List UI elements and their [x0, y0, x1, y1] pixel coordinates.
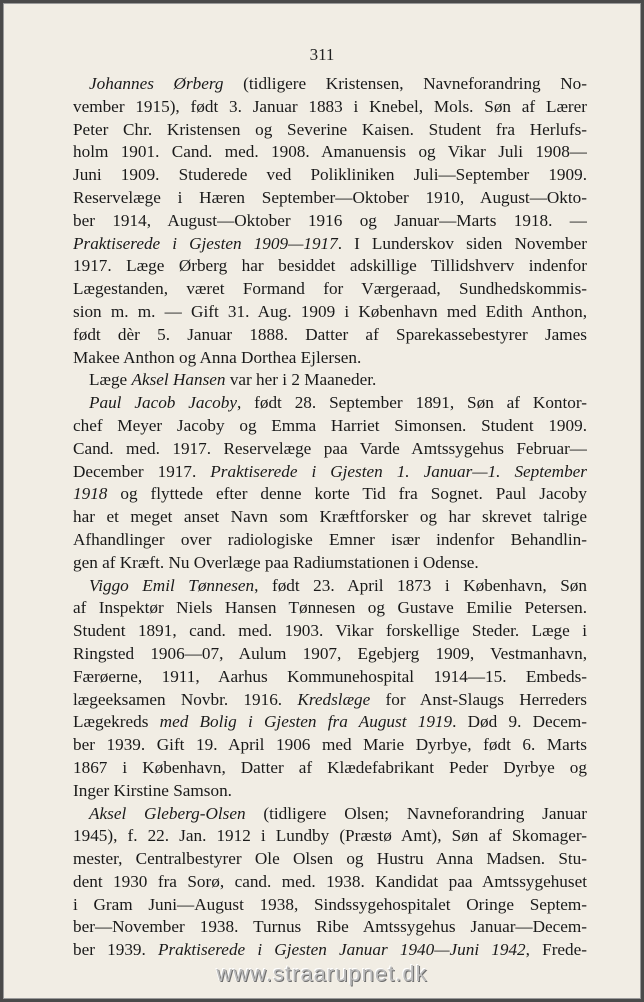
text-line [73, 369, 587, 392]
text-run: holm 1901. Cand. med. 1908. Amanuensis og Vikar Juli 1908— [73, 142, 587, 162]
text-line [73, 803, 587, 826]
text-line [73, 506, 587, 529]
text-line [73, 96, 587, 119]
text-run: ber—November 1938. Turnus Ribe Amtssygehus Januar—Decem- [73, 917, 587, 937]
text-line [73, 597, 587, 620]
text-line [73, 164, 587, 187]
italic-text: Aksel Hansen [131, 370, 226, 390]
text-line [73, 392, 587, 415]
text-run: for Anst-Slaugs Herreders [370, 689, 587, 709]
text-run: Reservelæge i Hæren September—Oktober 1910, August—Okto- [73, 187, 587, 207]
text-run: født dèr 5. Januar 1888. Datter af Sparekassebestyrer James [73, 324, 587, 344]
text-run: Læge [89, 370, 132, 390]
italic-text: Paul Jacob Jacoby [89, 393, 237, 413]
text-line [73, 757, 587, 780]
italic-text: Praktiserede i Gjesten 1909—1917 [73, 233, 338, 253]
page-number: 311 [309, 45, 335, 64]
text-run: 1917. Læge Ørberg har besiddet adskillige Tillidshverv indenfor [73, 256, 587, 276]
text-line [73, 187, 587, 210]
text-line [73, 415, 587, 438]
text-run: , Frede- [525, 940, 587, 960]
italic-text: Praktiserede i Gjesten Januar 1940—Juni 1942 [157, 940, 526, 960]
text-run: ber 1939. Gift 19. April 1906 med Marie Dyrbye, født 6. Marts [73, 735, 587, 755]
text-run: mester, Centralbestyrer Ole Olsen og Hustru Anna Madsen. Stu- [73, 849, 587, 869]
text-line [73, 438, 587, 461]
text-run: Afhandlinger over radiologiske Emner især indenfor Behandlin- [73, 529, 587, 549]
text-run: 1945), f. 22. Jan. 1912 i Lundby (Præstø Amt), Søn af Skomager- [73, 826, 587, 846]
text-line [73, 347, 587, 370]
text-run: sion m. m. — Gift 31. Aug. 1909 i København med Edith Anthon, [73, 301, 587, 321]
text-line [73, 141, 587, 164]
italic-text: med Bolig i Gjesten fra August 1919 [159, 712, 453, 732]
text-line [73, 871, 587, 894]
text-line [73, 575, 587, 598]
text-run: har et meget anset Navn som Kræftforsker og har skrevet talrige [73, 507, 587, 527]
text-run: ber 1914, August—Oktober 1916 og Januar—Marts 1918. — [73, 210, 587, 230]
text-line [73, 916, 587, 939]
text-run: af Inspektør Niels Hansen Tønnesen og Gustave Emilie Petersen. [73, 598, 587, 618]
italic-text: Viggo Emil Tønnesen [89, 575, 255, 595]
text-run: (tidligere Kristensen, Navneforandring No- [223, 74, 587, 93]
text-run: Peter Chr. Kristensen og Severine Kaisen. Student fra Herlufs- [73, 119, 587, 139]
text-run: Færøerne, 1911, Aarhus Kommunehospital 1914—15. Embeds- [73, 666, 587, 686]
text-run: Cand. med. 1917. Reservelæge paa Varde Amtssygehus Februar— [73, 438, 587, 458]
text-line [73, 939, 587, 962]
text-line [73, 711, 587, 734]
paragraph [73, 369, 587, 392]
text-run: Lægestanden, været Formand for Værgeraad, Sundhedskommis- [73, 279, 587, 299]
text-run: vember 1915), født 3. Januar 1883 i Knebel, Mols. Søn af Lærer [73, 96, 587, 116]
text-line [73, 529, 587, 552]
text-run: , født 28. September 1891, Søn af Kontor- [236, 393, 587, 413]
site-watermark: www.straarupnet.dk [216, 961, 428, 986]
text-line [73, 780, 587, 803]
text-run: 1867 i København, Datter af Klædefabrikant Peder Dyrbye og [73, 757, 587, 777]
text-run: . Død 9. Decem- [452, 712, 587, 732]
text-run: Lægekreds [73, 712, 160, 732]
text-run: Makee Anthon og Anna Dorthea Ejlersen. [73, 347, 362, 367]
text-line [73, 552, 587, 575]
text-run: Ringsted 1906—07, Aulum 1907, Egebjerg 1909, Vestmanhavn, [73, 643, 587, 663]
italic-text: 1918 [73, 484, 108, 504]
text-line [73, 848, 587, 871]
text-line [73, 73, 587, 96]
text-run: Student 1891, cand. med. 1903. Vikar forskellige Steder. Læge i [73, 621, 587, 641]
text-line [73, 689, 587, 712]
italic-text: Kredslæge [297, 689, 371, 709]
text-run: (tidligere Olsen; Navneforandring Januar [245, 803, 587, 823]
text-run: chef Meyer Jacoby og Emma Harriet Simonsen. Student 1909. [73, 415, 587, 435]
text-run: i Gram Juni—August 1938, Sindssygehospitalet Oringe Septem- [73, 894, 587, 914]
page-body-text [73, 73, 587, 962]
text-line [73, 461, 587, 484]
text-line [73, 233, 587, 256]
text-run: . I Lunderskov siden November [337, 233, 587, 253]
text-line [73, 620, 587, 643]
paragraph [73, 392, 587, 574]
italic-text: Aksel Gleberg-Olsen [89, 803, 246, 823]
text-run: ber 1939. [73, 940, 158, 960]
text-run: lægeeksamen Novbr. 1916. [73, 689, 298, 709]
text-line [73, 825, 587, 848]
text-line [73, 666, 587, 689]
italic-text: Praktiserede i Gjesten 1. Januar—1. September [210, 461, 587, 481]
text-line [73, 894, 587, 917]
text-run: gen af Kræft. Nu Overlæge paa Radiumstationen i Odense. [73, 552, 479, 572]
text-line [73, 734, 587, 757]
text-run: Juni 1909. Studerede ved Polikliniken Juli—September 1909. [73, 165, 587, 185]
text-line [73, 643, 587, 666]
text-line [73, 301, 587, 324]
text-line [73, 210, 587, 233]
text-run: Inger Kirstine Samson. [73, 780, 232, 800]
text-line [73, 324, 587, 347]
text-line [73, 255, 587, 278]
text-run: var her i 2 Maaneder. [225, 370, 377, 390]
text-run: og flyttede efter denne korte Tid fra Sognet. Paul Jacoby [107, 484, 587, 504]
text-run: dent 1930 fra Sorø, cand. med. 1938. Kandidat paa Amtssygehuset [73, 871, 587, 891]
text-run: , født 23. April 1873 i København, Søn [254, 575, 587, 595]
text-line [73, 119, 587, 142]
paragraph [73, 575, 587, 803]
italic-text: Johannes Ørberg [89, 74, 224, 93]
paragraph [73, 73, 587, 369]
paragraph [73, 803, 587, 963]
text-line [73, 278, 587, 301]
text-line [73, 483, 587, 506]
text-run: December 1917. [73, 461, 211, 481]
